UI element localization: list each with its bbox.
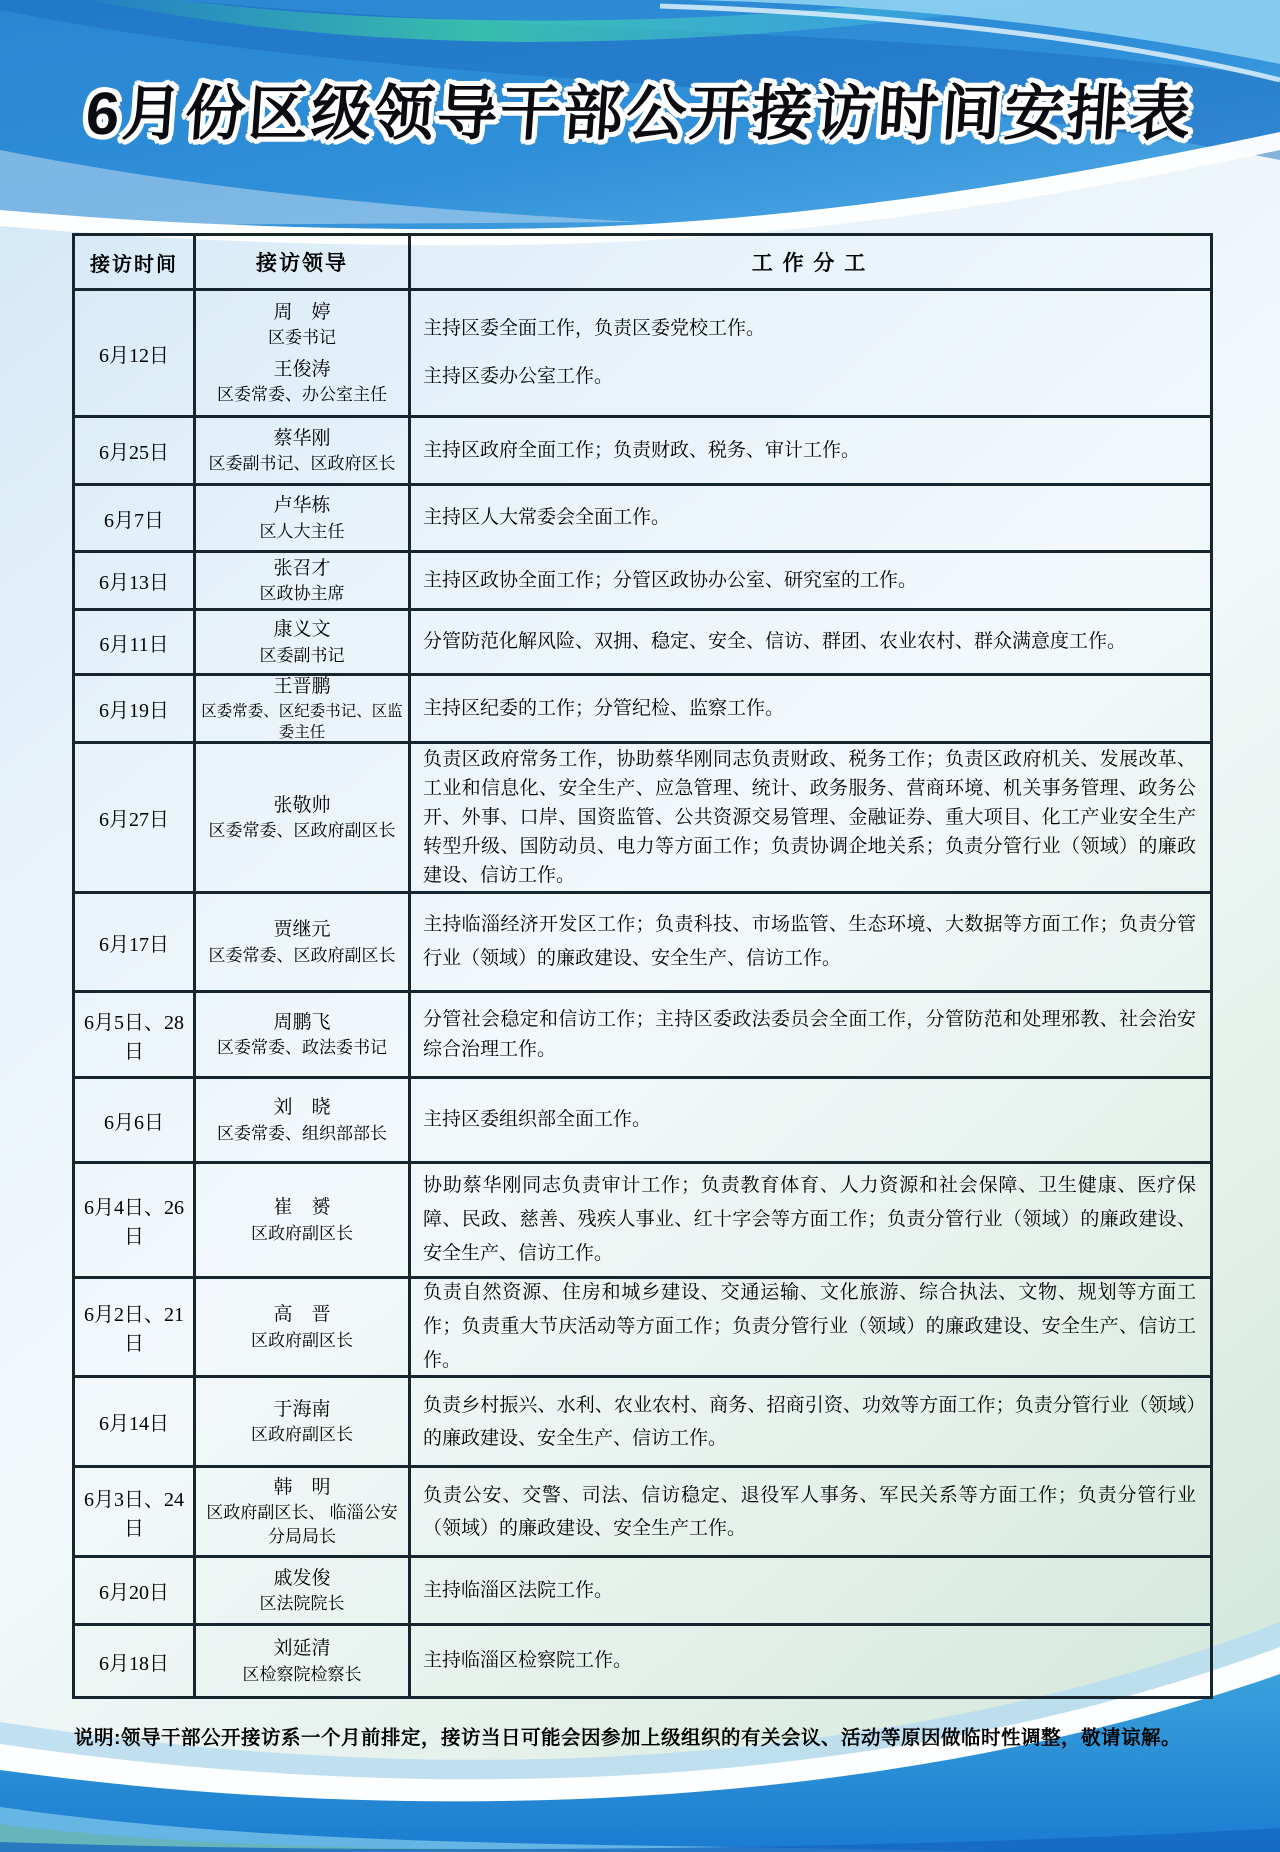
leader-title: 区政府副区长、 临淄公安分局局长 bbox=[206, 1503, 398, 1547]
leader-name: 张召才 bbox=[273, 557, 331, 579]
leader-title: 区委常委、区政府副区长 bbox=[208, 821, 396, 841]
note-text: 说明:领导干部公开接访系一个月前排定，接访当日可能会因参加上级组织的有关会议、活动等原因做临时性调整，敬请谅解。 bbox=[74, 1727, 1181, 1749]
duty-text: 主持区委全面工作，负责区委党校工作。 bbox=[423, 317, 766, 339]
leader-title: 区委常委、办公室主任 bbox=[217, 385, 387, 405]
duty-text: 主持临淄区检察院工作。 bbox=[423, 1650, 633, 1671]
leader-title: 区政府副区长 bbox=[251, 1330, 353, 1350]
page-title: 6月份区级领导干部公开接访时间安排表 bbox=[83, 80, 1196, 147]
table-row bbox=[75, 1076, 1210, 1161]
leader-cell bbox=[196, 744, 411, 891]
duty-text: 主持区政协全面工作；分管区政协办公室、研究室的工作。 bbox=[423, 569, 918, 591]
leader-cell bbox=[196, 1626, 411, 1696]
table-row bbox=[75, 288, 1210, 415]
duty-text: 主持区纪委的工作；分管纪检、监察工作。 bbox=[423, 697, 785, 719]
table-header-row bbox=[75, 236, 1210, 288]
table-row bbox=[75, 990, 1210, 1076]
leader-cell bbox=[196, 1558, 411, 1623]
visit-date-cell: 6月25日 bbox=[75, 418, 196, 483]
leader-title: 区委常委、区政府副区长 bbox=[208, 945, 396, 965]
leader-title: 区政府副区长 bbox=[251, 1425, 353, 1445]
duty-cell bbox=[411, 611, 1210, 673]
table-row bbox=[75, 673, 1210, 741]
duty-text: 协助蔡华刚同志负责审计工作；负责教育体育、人力资源和社会保障、卫生健康、医疗保障、民政、慈善、残疾人事业、红十字会等方面工作；负责分管行业（领域）的廉政建设、安全生产、信访工作。 bbox=[423, 1175, 1196, 1264]
visit-date-cell: 6月17日 bbox=[75, 894, 196, 990]
leader-cell bbox=[196, 1279, 411, 1375]
leader-cell bbox=[196, 291, 411, 415]
leader-name: 周鹏飞 bbox=[273, 1011, 331, 1033]
table-row bbox=[75, 1375, 1210, 1465]
leader-name: 周 婷 bbox=[273, 301, 331, 323]
visit-date-cell: 6月11日 bbox=[75, 611, 196, 673]
duty-text: 负责公安、交警、司法、信访稳定、退役军人事务、军民关系等方面工作；负责分管行业（领域）的廉政建设、安全生产工作。 bbox=[423, 1484, 1196, 1539]
leader-cell bbox=[196, 894, 411, 990]
duty-cell bbox=[411, 1279, 1210, 1375]
leader-name: 崔 赟 bbox=[273, 1197, 331, 1219]
table-row bbox=[75, 1465, 1210, 1555]
visit-date-cell: 6月20日 bbox=[75, 1558, 196, 1623]
leader-cell bbox=[196, 1378, 411, 1465]
leader-block bbox=[268, 299, 336, 350]
duty-text: 负责区政府常务工作，协助蔡华刚同志负责财政、税务工作；负责区政府机关、发展改革、工业和信息化、安全生产、应急管理、统计、政务服务、营商环境、机关事务管理、政务公开、外事、口岸、国资监管、公共资源交易管理、金融证券、重大项目、化工产业安全生产转型升级、国防动员、电力等方面工作；负责协调企地关系；负责分管行业（领域）的廉政建设、信访工作。 bbox=[423, 749, 1196, 886]
duty-cell bbox=[411, 1079, 1210, 1161]
leader-name: 卢华栋 bbox=[273, 495, 331, 517]
duty-text: 主持临淄经济开发区工作；负责科技、市场监管、生态环境、大数据等方面工作；负责分管行业（领域）的廉政建设、安全生产、信访工作。 bbox=[423, 914, 1196, 969]
visit-date-cell: 6月3日、24日 bbox=[75, 1468, 196, 1555]
duty-cell bbox=[411, 418, 1210, 483]
leader-name: 蔡华刚 bbox=[273, 427, 331, 449]
leader-title: 区人大主任 bbox=[259, 521, 345, 541]
visit-date-cell: 6月4日、26日 bbox=[75, 1164, 196, 1276]
leader-name: 王晋鹏 bbox=[273, 676, 331, 698]
table-row bbox=[75, 1161, 1210, 1276]
leader-title: 区委常委、区纪委书记、区监委主任 bbox=[201, 702, 403, 742]
duty-text: 分管防范化解风险、双拥、稳定、安全、信访、群团、农业农村、群众满意度工作。 bbox=[423, 631, 1127, 652]
leader-name: 贾继元 bbox=[273, 919, 331, 941]
duty-cell bbox=[411, 676, 1210, 741]
table-row bbox=[75, 415, 1210, 483]
visit-date-cell: 6月2日、21日 bbox=[75, 1279, 196, 1375]
header-visit-time: 接访时间 bbox=[75, 236, 196, 288]
leader-cell bbox=[196, 1468, 411, 1555]
leader-cell bbox=[196, 1164, 411, 1276]
leader-name: 张敬帅 bbox=[273, 794, 331, 816]
duty-text: 负责自然资源、住房和城乡建设、交通运输、文化旅游、综合执法、文物、规划等方面工作；负责重大节庆活动等方面工作；负责分管行业（领域）的廉政建设、安全生产、信访工作。 bbox=[423, 1282, 1196, 1371]
duty-text: 负责乡村振兴、水利、农业农村、商务、招商引资、功效等方面工作；负责分管行业（领域）的廉政建设、安全生产、信访工作。 bbox=[423, 1394, 1196, 1449]
duty-cell bbox=[411, 553, 1210, 608]
duty-text: 主持临淄区法院工作。 bbox=[423, 1579, 614, 1601]
leader-title: 区政府副区长 bbox=[251, 1223, 353, 1243]
leader-name: 刘 晓 bbox=[273, 1097, 331, 1119]
leader-cell bbox=[196, 1079, 411, 1161]
leader-name: 戚发俊 bbox=[273, 1567, 331, 1589]
leader-cell bbox=[196, 418, 411, 483]
leader-cell bbox=[196, 993, 411, 1076]
leader-title: 区检察院检察长 bbox=[242, 1664, 362, 1684]
leader-cell bbox=[196, 676, 411, 741]
header-work-division: 工 作 分 工 bbox=[751, 252, 868, 275]
leader-title: 区委常委、政法委书记 bbox=[217, 1038, 387, 1058]
leader-cell bbox=[196, 611, 411, 673]
visit-date-cell: 6月18日 bbox=[75, 1626, 196, 1696]
duty-text: 主持区委办公室工作。 bbox=[423, 366, 614, 388]
visit-date-cell: 6月13日 bbox=[75, 553, 196, 608]
table-row bbox=[75, 1276, 1210, 1375]
duty-cell bbox=[411, 486, 1210, 550]
duty-cell bbox=[411, 1558, 1210, 1623]
table-row bbox=[75, 550, 1210, 608]
duty-text: 主持区人大常委会全面工作。 bbox=[423, 507, 671, 528]
duty-cell bbox=[411, 744, 1210, 891]
table-row bbox=[75, 483, 1210, 550]
leader-title: 区委常委、组织部部长 bbox=[217, 1123, 387, 1143]
leader-title: 区委副书记 bbox=[259, 645, 345, 665]
table-row bbox=[75, 1623, 1210, 1696]
visit-date-cell: 6月7日 bbox=[75, 486, 196, 550]
duty-text: 分管社会稳定和信访工作；主持区委政法委员会全面工作，分管防范和处理邪教、社会治安综合治理工作。 bbox=[423, 1008, 1196, 1060]
duty-cell bbox=[411, 291, 1210, 415]
visit-date-cell: 6月14日 bbox=[75, 1378, 196, 1465]
leader-cell bbox=[196, 553, 411, 608]
visit-date-cell: 6月27日 bbox=[75, 744, 196, 891]
leader-cell bbox=[196, 486, 411, 550]
leader-name: 康义文 bbox=[273, 619, 331, 641]
leader-name: 王俊涛 bbox=[273, 358, 331, 380]
table-row bbox=[75, 608, 1210, 673]
visit-date-cell: 6月6日 bbox=[75, 1079, 196, 1161]
leader-name: 韩 明 bbox=[273, 1476, 331, 1498]
visit-date-cell: 6月12日 bbox=[75, 291, 196, 415]
leader-title: 区委副书记、区政府区长 bbox=[208, 454, 396, 474]
duty-cell bbox=[411, 1626, 1210, 1696]
schedule-table bbox=[72, 233, 1213, 1699]
duty-cell bbox=[411, 1378, 1210, 1465]
leader-title: 区法院院长 bbox=[259, 1594, 345, 1614]
duty-text: 主持区政府全面工作；负责财政、税务、审计工作。 bbox=[423, 439, 861, 461]
leader-title: 区政协主席 bbox=[259, 584, 345, 604]
duty-cell bbox=[411, 1164, 1210, 1276]
table-row bbox=[75, 741, 1210, 891]
leader-name: 高 晋 bbox=[273, 1304, 331, 1326]
table-row bbox=[75, 891, 1210, 990]
duty-cell bbox=[411, 894, 1210, 990]
leader-title: 区委书记 bbox=[268, 328, 336, 348]
header-visit-leader: 接访领导 bbox=[196, 236, 411, 288]
leader-name: 刘延清 bbox=[273, 1638, 331, 1660]
duty-text: 主持区委组织部全面工作。 bbox=[423, 1109, 652, 1130]
leader-name: 于海南 bbox=[273, 1398, 331, 1420]
visit-date-cell: 6月19日 bbox=[75, 676, 196, 741]
leader-block bbox=[217, 356, 387, 407]
table-row bbox=[75, 1555, 1210, 1623]
visit-date-cell: 6月5日、28日 bbox=[75, 993, 196, 1076]
duty-cell bbox=[411, 1468, 1210, 1555]
duty-cell bbox=[411, 993, 1210, 1076]
